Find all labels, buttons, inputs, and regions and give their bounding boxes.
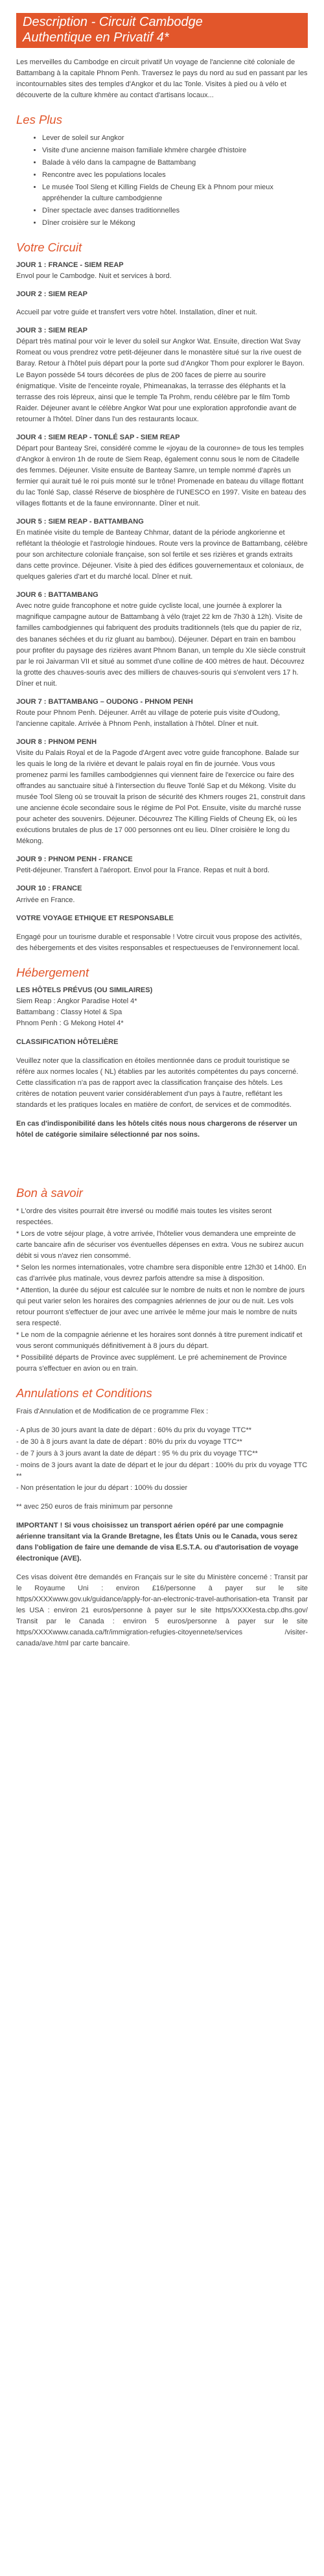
plus-item: • Dîner spectacle avec danses traditionnelles [42, 205, 308, 216]
cancel-fee-item: - Non présentation le jour du départ : 100% du dossier [16, 1483, 188, 1492]
day-block [16, 697, 308, 730]
hotels-title: LES HÔTELS PRÉVUS (OU SIMILAIRES) [16, 986, 153, 994]
hotel-item: Phnom Penh : G Mekong Hotel 4* [16, 1019, 124, 1028]
info-note: * Lors de votre séjour plage, à votre arrivée, l'hôtelier vous demandera une empreinte de carte bancaire afin de sécuriser vos éventuelles dépenses en extra. Vous ne subirez aucun débit si vous n'avez rien consommé. [16, 1229, 304, 1260]
cancel-fee-item: - moins de 3 jours avant la date de départ et le jour du départ : 100% du prix du voyage TTC ** [16, 1461, 308, 1480]
plus-item: • Balade à vélo dans la campagne de Battambang [42, 157, 308, 168]
cancel-heading: Annulations et Conditions [16, 1386, 152, 1400]
day-block [16, 260, 308, 282]
important-notice-text: IMPORTANT ! Si vous choisissez un transport aérien opéré par une compagnie aérienne transitant via la Grande Bretagne, les États Unis ou le Canada, vous serez dans l'obligation de faire une demande de visa E.S.T.A. ou d'autorisation de voyage électronique (AVE). [16, 1521, 299, 1563]
day-title: JOUR 4 : SIEM REAP - TONLÉ SAP - SIEM REAP [16, 433, 180, 441]
plus-heading: Les Plus [16, 113, 62, 127]
page-title-line1: Description - Circuit Cambodge [23, 15, 203, 29]
cancel-fees-note: ** avec 250 euros de frais minimum par personne [16, 1502, 173, 1511]
day-title: JOUR 8 : PHNOM PENH [16, 737, 97, 746]
day-block [16, 883, 308, 905]
page-title-banner [16, 13, 308, 48]
day-body: Route pour Phnom Penh. Déjeuner. Arrêt au village de poterie puis visite d'Oudong, l'ancienne capitale. Arrivée à Phnom Penh, installation à l'hôtel. Dîner et nuit. [16, 708, 280, 728]
cancel-fees [16, 1425, 308, 1494]
cancel-fee-item: - de 30 à 8 jours avant la date de départ : 80% du prix du voyage TTC** [16, 1437, 242, 1446]
plus-item: • Dîner croisière sur le Mékong [42, 218, 308, 229]
plus-item: • Le musée Tool Sleng et Killing Fields de Cheung Ek à Phnom pour mieux appréhender la culture cambodgienne [42, 182, 308, 204]
day-title: JOUR 10 : FRANCE [16, 885, 82, 893]
day-block [16, 432, 308, 509]
day-body: Départ très matinal pour voir le lever du soleil sur Angkor Wat. Ensuite, direction Wat Svay Romeat ou vous prendrez votre petit-déjeuner dans le monastère situé sur la rive ouest de Baray. Retour à l'hôtel puis départ pour la porte sud d'Angkor Thom pour explorer le Bayon. Le Bayon possède 54 tours décorées de plus de 200 faces de pierre au sourire énigmatique. Visite de l'enceinte royale, Phimeanakas, la terrasse des éléphants et la terrasse des rois lépreux, ainsi que le temple Ta Prohm, rendu célèbre par le film Tomb Raider. Déjeuner avant le célèbre Angkor Wat pour une exploration approfondie avant de retourner à l'hôtel. Dîner dans l'un des restaurants locaux. [16, 338, 305, 423]
day-block [16, 590, 308, 689]
day-block [16, 737, 308, 847]
day-title: JOUR 2 : SIEM REAP [16, 290, 88, 299]
day-title: JOUR 7 : BATTAMBANG – OUDONG - PHNOM PENH [16, 697, 193, 706]
day-block [16, 289, 308, 300]
important-notice [16, 1520, 308, 1564]
intro-text: Les merveilles du Cambodge en circuit privatif Un voyage de l'ancienne cité coloniale de Battambang à la capitale Phnom Penh. Traversez le pays du nord au sud en passant par les incontournables sites des temples d'Angkor et du lac Tonle. Visites à pied ou à vélo et découverte de la culture khmère au contact d'artisans locaux... [16, 58, 308, 100]
cancel-intro: Frais d'Annulation et de Modification de ce programme Flex : [16, 1407, 209, 1415]
program-heading: Votre Circuit [16, 240, 82, 254]
day-body: Avec notre guide francophone et notre guide cycliste local, une journée à explorer la magnifique campagne autour de Battambang à vélo (trajet 22 km de 7h30 à 12h). Visite de familles cambodgiennes qui fabriquent des produits traditionnels (tels que du papier de riz, des bananes séchées et du riz gluant au bambou). Déjeuner. Départ en train en bambou pour profiter du paysage des rizières avant Phnom Banan, un temple du XIe siècle construit par le roi Jaivarman VII et situé au sommet d'une colline de 400 mètres de haut. Découvrez la grotte des chauves-souris avec des milliers de chauves-souris qui s'envolent vers 17 h. Dîner et nuit. [16, 602, 306, 688]
hotel-item: Battambang : Classy Hotel & Spa [16, 1008, 122, 1016]
visa-info: Ces visas doivent être demandés en Français sur le site du Ministère concerné : Transit par le Royaume Uni : environ £16/personne à payer sur le site https/XXXXwww.gov.uk/guidance/apply-for-an-electronic-travel-authorisation-eta Transit par les USA : environ 21 euros/personne à payer sur le site https/XXXXesta.cbp.dhs.gov/ Transit par le Canada : environ 5 euros/personne à payer sur le site https/XXXXwww.canada.ca/fr/immigration-refugies-citoyennete/services /visiter-canada/ave.html par carte bancaire. [16, 1573, 308, 1648]
day-body: Petit-déjeuner. Transfert à l'aéroport. Envol pour la France. Repas et nuit à bord. [16, 866, 270, 875]
ethic-title: VOTRE VOYAGE ETHIQUE ET RESPONSABLE [16, 914, 174, 922]
day-body: Accueil par votre guide et transfert vers votre hôtel. Installation, dîner et nuit. [16, 308, 257, 317]
hotel-item: Siem Reap : Angkor Paradise Hotel 4* [16, 997, 137, 1005]
day-block [16, 516, 308, 583]
classification-title: CLASSIFICATION HÔTELIÈRE [16, 1038, 119, 1047]
day-title: JOUR 1 : FRANCE - SIEM REAP [16, 261, 124, 270]
classification-body: Veuillez noter que la classification en étoiles mentionnée dans ce produit touristique se réfère aux normes locales ( NL) établies par les autorités compétentes du pays concerné. Cette classification n'a pas de rapport avec la classification française des hôtels. Les critères de notation peuvent varier considérablement d'un pays à l'autre, reflétant les standards et les pratiques locales en matière de confort, de services et de commodités. [16, 1057, 299, 1109]
day-title: JOUR 3 : SIEM REAP [16, 327, 88, 335]
availability-note: En cas d'indisponibilité dans les hôtels cités nous nous chargerons de réserver un hôtel de catégorie similaire sélectionné par nos soins. [16, 1120, 297, 1139]
day-body: Arrivée en France. [16, 896, 75, 904]
day-body: Départ pour Banteay Srei, considéré comme le «joyau de la couronne» de tous les temples d'Angkor à environ 1h de route de Siem Reap, également connu sous le nom de Citadelle des femmes. Déjeuner. Visite ensuite de Banteay Samre, un temple nommé d'après un fermier qui aurait tué le roi puis monté sur le trône! Promenade en bateau du village flottant du lac Tonlé Sap, classé Réserve de biosphère de l'UNESCO en 1997. Visite en bateau des villages flottants et de la faune environnante. Dîner et nuit. [16, 444, 307, 508]
day-title: JOUR 6 : BATTAMBANG [16, 591, 98, 599]
info-note: * Possibilité départs de Province avec supplément. Le pré acheminement de Province pourra s'effectuer en avion ou en train. [16, 1354, 287, 1373]
day-title: JOUR 9 : PHNOM PENH - FRANCE [16, 855, 133, 864]
day-block [16, 307, 308, 318]
day-body: Envol pour le Cambodge. Nuit et services à bord. [16, 272, 172, 281]
page-title-line2: Authentique en Privatif 4* [23, 30, 169, 45]
ethic-body: Engagé pour un tourisme durable et responsable ! Votre circuit vous propose des activités, des hébergements et des visites responsables et respectueuses de l'environnement local. [16, 933, 302, 952]
cancel-fee-item: - A plus de 30 jours avant la date de départ : 60% du prix du voyage TTC** [16, 1426, 252, 1434]
day-title: JOUR 5 : SIEM REAP - BATTAMBANG [16, 518, 144, 526]
day-block [16, 854, 308, 876]
cancel-fee-item: - de 7 jours à 3 jours avant la date de départ : 95 % du prix du voyage TTC** [16, 1449, 258, 1457]
day-body: En matinée visite du temple de Banteay Chhmar, datant de la période angkorienne et reflétant la théologie et l'astrologie hindoues. Route vers la province de Battambang, célèbre pour son architecture coloniale française, son sol fertile et ses rizières et grands extraits dans cette province. Déjeuner. Visite à pied des édifices gouvernementaux et coloniaux, de quelques galeries d'art et du marché local. Dîner et nuit. [16, 529, 308, 581]
info-note: * Selon les normes internationales, votre chambre sera disponible entre 12h30 et 14h00. En cas d'arrivée plus matinale, vous devrez parfois attendre sa mise à disposition. [16, 1263, 307, 1282]
info-note: * L'ordre des visites pourrait être inversé ou modifié mais toutes les visites seront respectées. [16, 1207, 272, 1226]
day-body: Visite du Palais Royal et de la Pagode d'Argent avec votre guide francophone. Balade sur les quais le long de la rivière et devant le palais royal en fin de journée. Vous vous promenez parmi les familles cambodgiennes qui viennent faire de l'exercice ou faire des offrandes au sanctuaire situé à l'intersection du fleuve Tonlé Sap et du Mékong. Visite du musée Tool Sleng où se trouvait la prison de sécurité des Khmers rouges 21, construit dans une ancienne école secondaire sous le régime de Pol Pot. Ensuite, visite du marché russe pour acheter des souvenirs. Déjeuner. Découvrez The Killing Fields of Cheung Ek, où les exécutions brutales de plus de 17 000 personnes ont eu lieu. Dîner croisière le long du Mékong. [16, 748, 306, 846]
hotel-list [16, 985, 308, 1029]
plus-item: • Lever de soleil sur Angkor [42, 133, 308, 144]
info-notes [16, 1206, 308, 1375]
plus-item: • Visite d'une ancienne maison familiale khmère chargée d'histoire [42, 145, 308, 156]
info-note: * Le nom de la compagnie aérienne et les horaires sont donnés à titre purement indicatif et vous seront communiqués définitivement à 8 jours du départ. [16, 1331, 303, 1351]
info-heading: Bon à savoir [16, 1186, 83, 1200]
day-block [16, 325, 308, 424]
lodging-heading: Hébergement [16, 965, 89, 979]
plus-list [16, 133, 308, 229]
info-note: * Attention, la durée du séjour est calculée sur le nombre de nuits et non le nombre de jours qui peut varier selon les horaires des compagnies aériennes de jour ou de nuit. Les vols retour pourront s'effectuer de jour avec une arrivée le même jour mais le nombre de nuits sera respecté. [16, 1286, 305, 1328]
section-spacer [16, 1148, 308, 1174]
plus-item: • Rencontre avec les populations locales [42, 170, 308, 181]
